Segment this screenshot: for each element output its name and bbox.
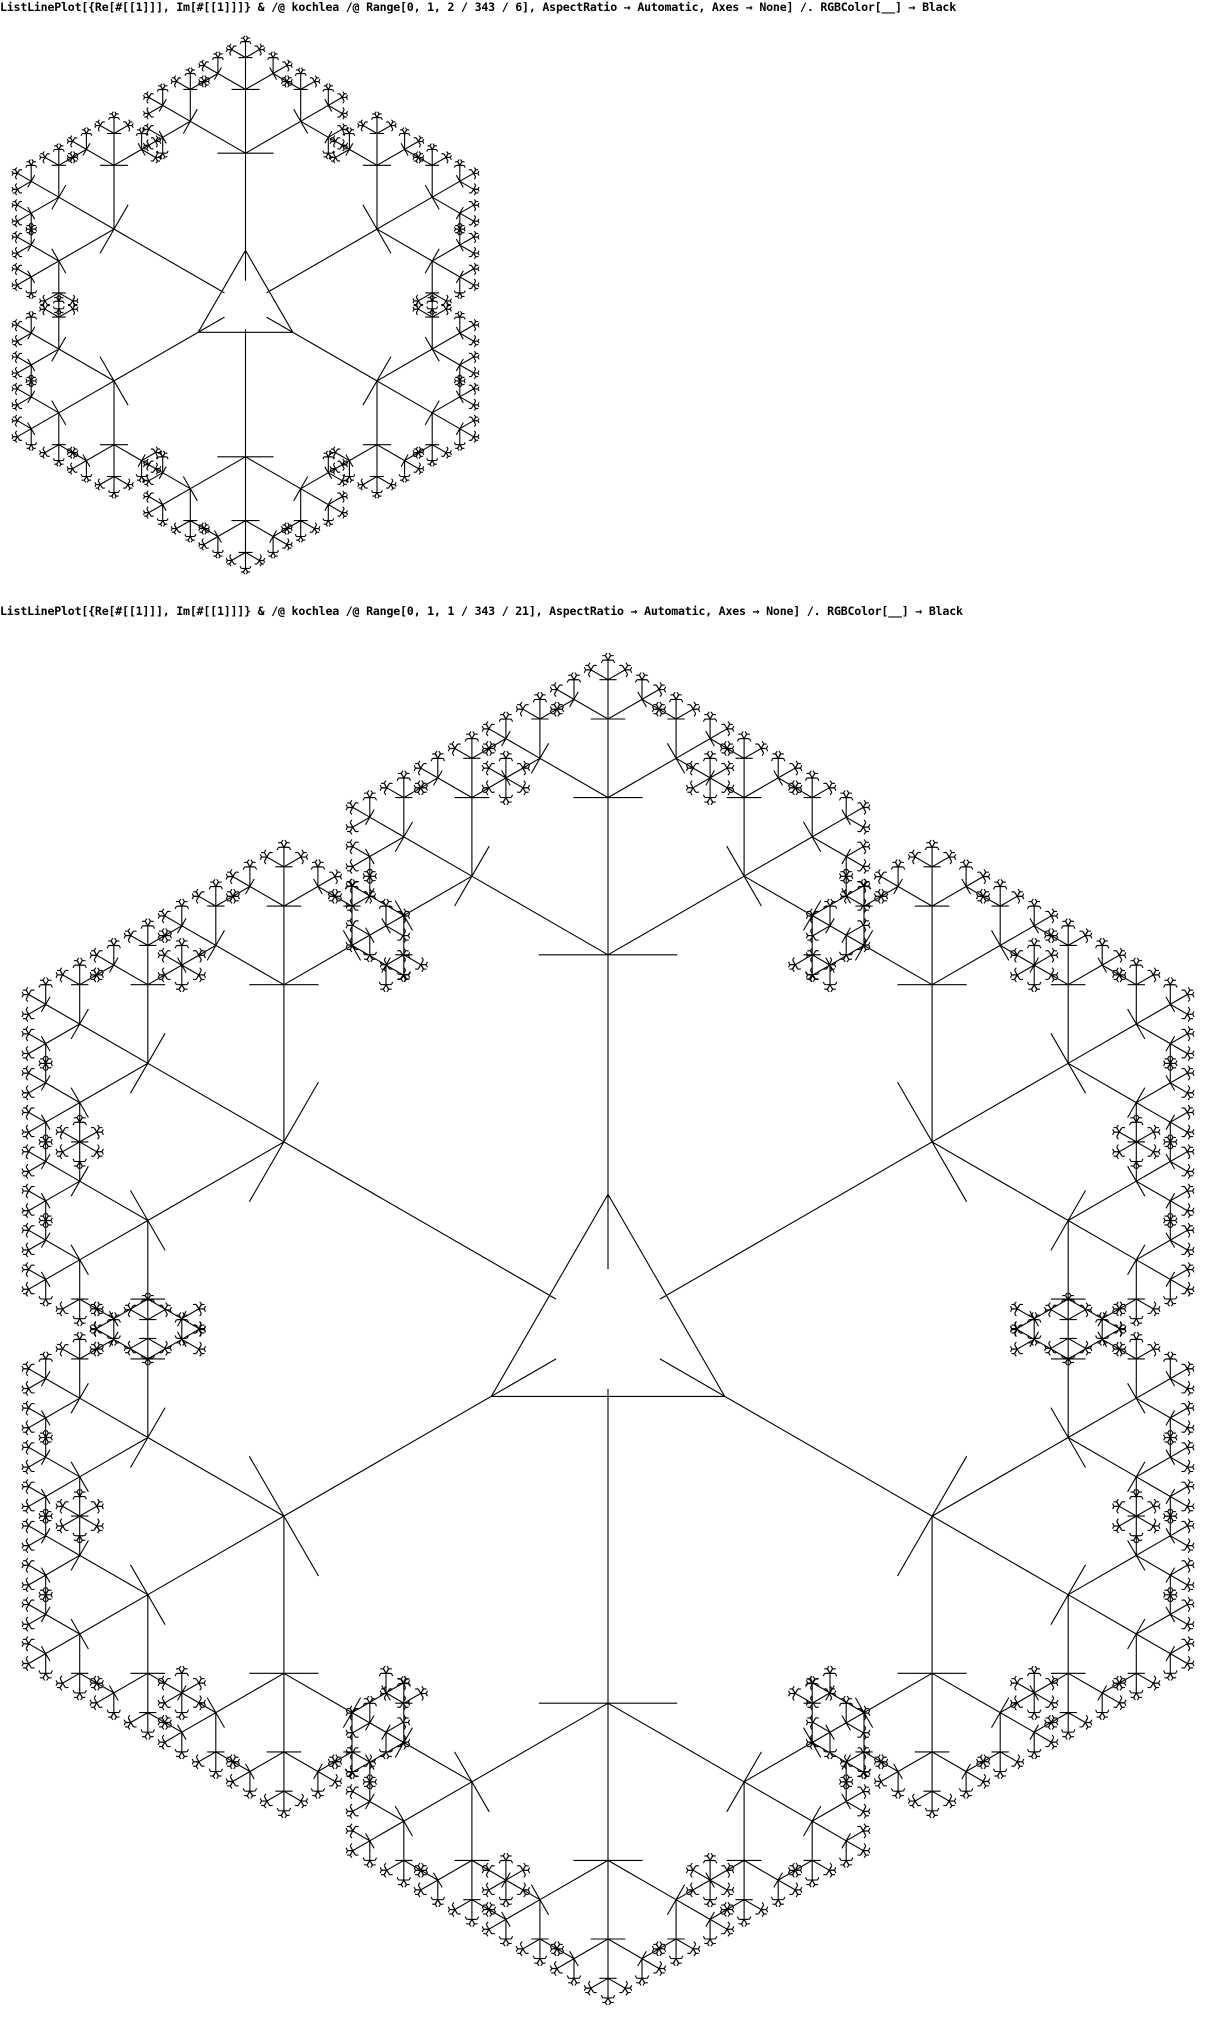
output-plot-2 xyxy=(18,648,1198,2010)
input-cell-1[interactable]: ListLinePlot[{Re[#[[1]]], Im[#[[1]]]} & /@ kochlea /@ Range[0, 1, 2 / 343 / 6], AspectRatio → Automatic, Axes → None] /. RGBColor[__] → Black xyxy=(0,0,956,14)
output-plot-1 xyxy=(8,30,483,580)
fractal-line xyxy=(12,36,479,574)
input-cell-2[interactable]: ListLinePlot[{Re[#[[1]]], Im[#[[1]]]} & /@ kochlea /@ Range[0, 1, 1 / 343 / 21], AspectRatio → Automatic, Axes → None] /. RGBColor[__] → Black xyxy=(0,604,963,618)
fractal-line xyxy=(22,653,1194,2005)
